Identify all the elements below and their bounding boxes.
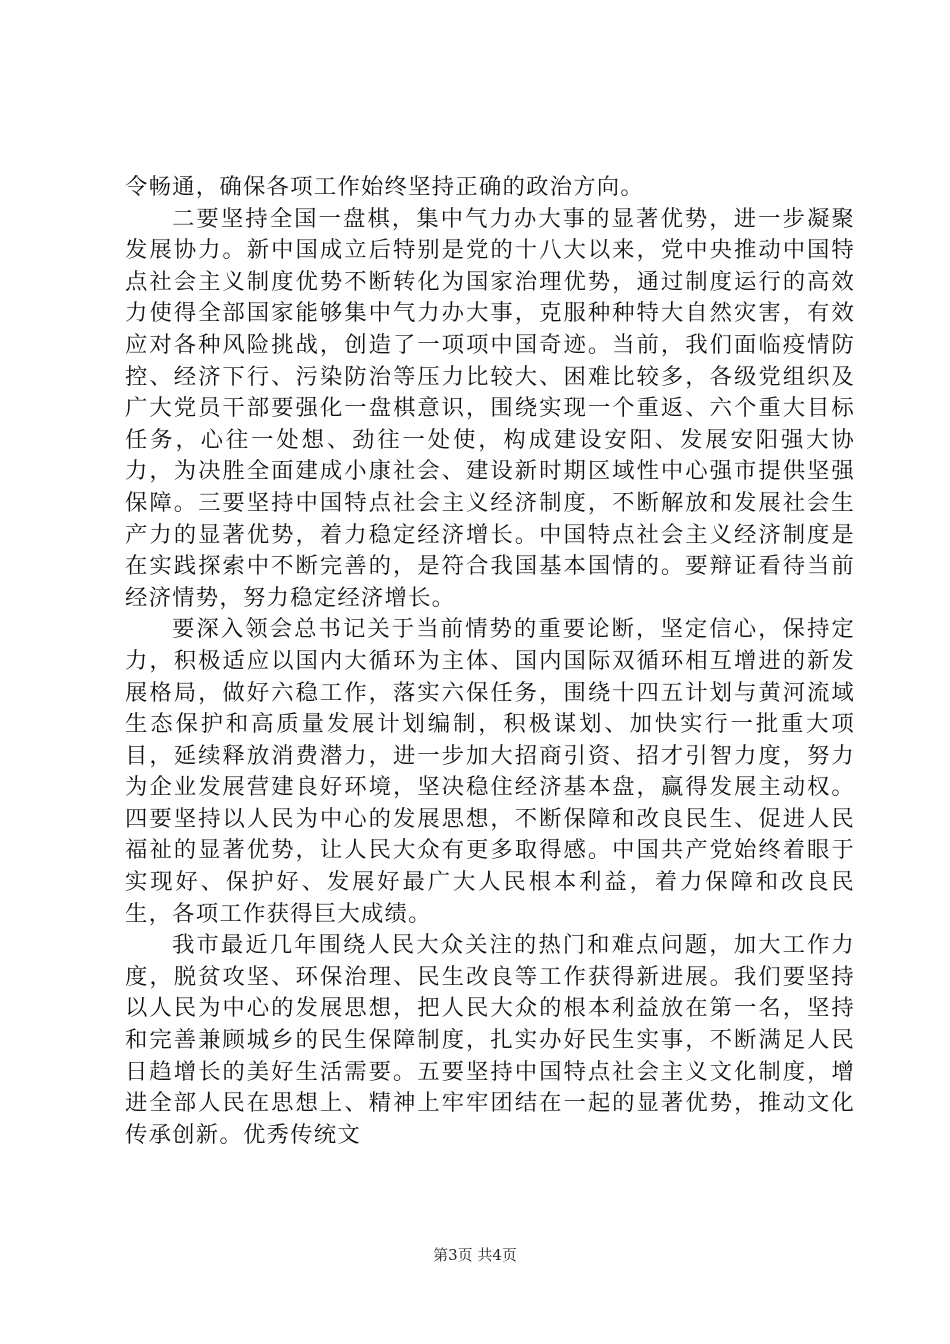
document-body (125, 172, 855, 1151)
paragraph-4: 我市最近几年围绕人民大众关注的热门和难点问题，加大工作力度，脱贫攻坚、环保治理、民生改良等工作获得新进展。我们要坚持以人民为中心的发展思想，把人民大众的根本利益放在第一名，坚持和完善兼顾城乡的民生保障制度，扎实办好民生实事，不断满足人民日趋增长的美好生活需要。五要坚持中国特点社会主义文化制度，增进全部人民在思想上、精神上牢牢团结在一起的显著优势，推动文化传承创新。优秀传统文 (125, 932, 855, 1148)
paragraph-3: 要深入领会总书记关于当前情势的重要论断，坚定信心，保持定力，积极适应以国内大循环为主体、国内国际双循环相互增进的新发展格局，做好六稳工作，落实六保任务，围绕十四五计划与黄河流域生态保护和高质量发展计划编制，积极谋划、加快实行一批重大项目，延续释放消费潜力，进一步加大招商引资、招才引智力度，努力为企业发展营建良好环境，坚决稳住经济基本盘，赢得发展主动权。四要坚持以人民为中心的发展思想，不断保障和改良民生、促进人民福祉的显著优势，让人民大众有更多取得感。中国共产党始终着眼于实现好、保护好、发展好最广大人民根本利益，着力保障和改良民生，各项工作获得巨大成绩。 (125, 616, 855, 927)
paragraph-2: 二要坚持全国一盘棋，集中气力办大事的显著优势，进一步凝聚发展协力。新中国成立后特别是党的十八大以来，党中央推动中国特点社会主义制度优势不断转化为国家治理优势，通过制度运行的高效力使得全部国家能够集中气力办大事，克服种种特大自然灾害，有效应对各种风险挑战，创造了一项项中国奇迹。当前，我们面临疫情防控、经济下行、污染防治等压力比较大、困难比较多，各级党组织及广大党员干部要强化一盘棋意识，围绕实现一个重返、六个重大目标任务，心往一处想、劲往一处使，构成建设安阳、发展安阳强大协力，为决胜全面建成小康社会、建设新时期区域性中心强市提供坚强保障。三要坚持中国特点社会主义经济制度，不断解放和发展社会生产力的显著优势，着力稳定经济增长。中国特点社会主义经济制度是在实践探索中不断完善的，是符合我国基本国情的。要辩证看待当前经济情势，努力稳定经济增长。 (125, 205, 855, 611)
paragraph-1: 令畅通，确保各项工作始终坚持正确的政治方向。 (125, 174, 644, 200)
page-number-footer: 第3页 共4页 (433, 1246, 517, 1264)
